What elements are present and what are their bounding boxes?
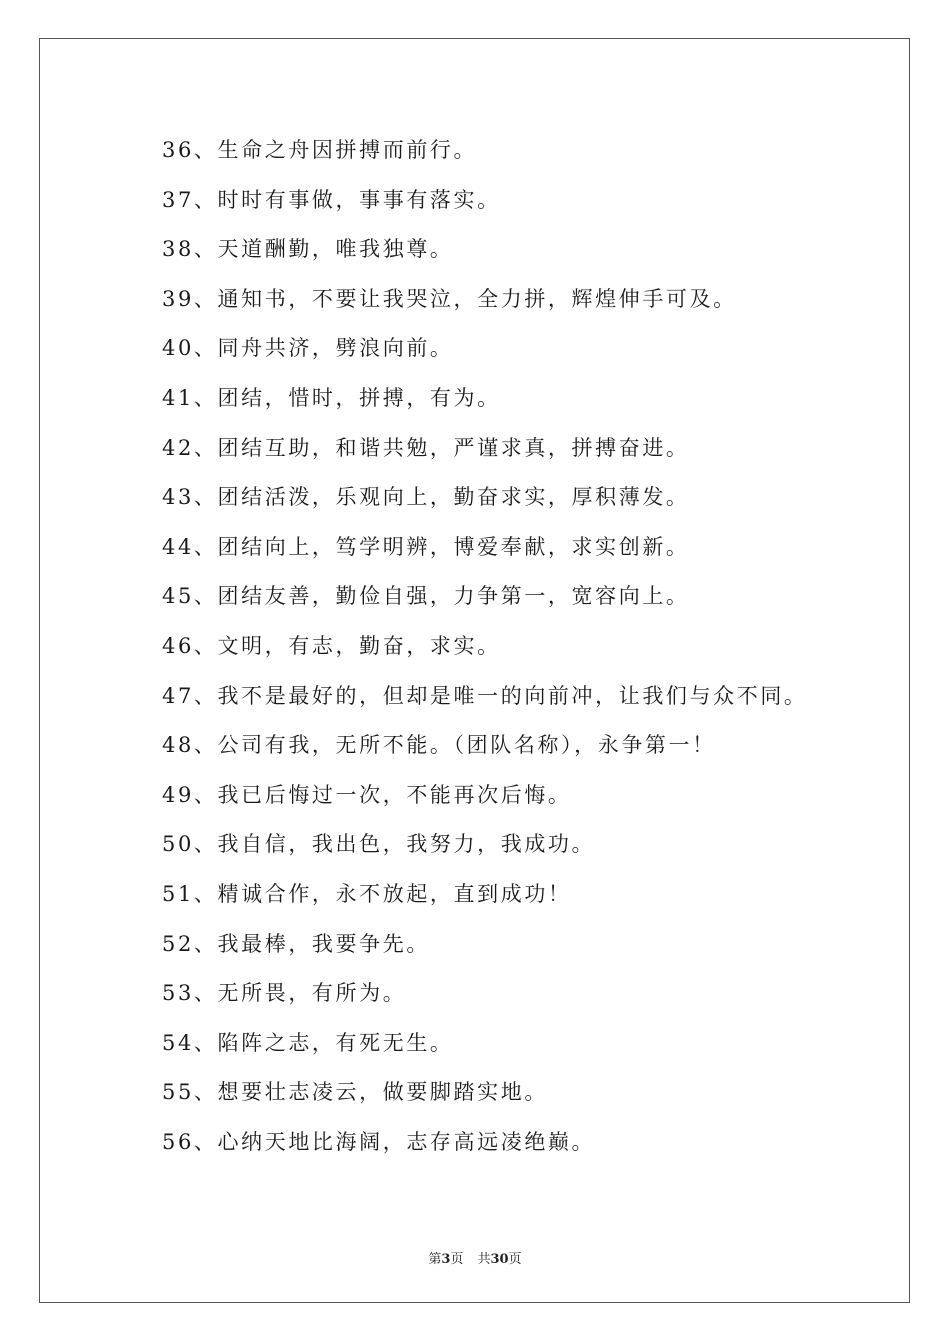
list-item: 50、我自信，我出色，我努力，我成功。: [162, 832, 596, 857]
list-item: 49、我已后悔过一次，不能再次后悔。: [162, 782, 572, 807]
page-number: 3: [441, 1252, 451, 1267]
list-item: 45、团结友善，勤俭自强，力争第一，宽容向上。: [162, 584, 690, 609]
list-item: 44、团结向上，笃学明辨，博爱奉献，求实创新。: [162, 534, 690, 559]
total-prefix: 共: [477, 1252, 491, 1267]
list-item: 42、团结互助，和谐共勉，严谨求真，拼搏奋进。: [162, 435, 690, 460]
list-item: 56、心纳天地比海阔，志存高远凌绝巅。: [162, 1129, 596, 1154]
list-item: 47、我不是最好的，但却是唯一的向前冲，让我们与众不同。: [162, 683, 808, 708]
list-item: 53、无所畏，有所为。: [162, 981, 407, 1006]
list-item: 54、陷阵之志，有死无生。: [162, 1030, 454, 1055]
list-item: 40、同舟共济，劈浪向前。: [162, 336, 454, 361]
page-suffix: 页: [450, 1252, 464, 1267]
list-item: 55、想要壮志凌云，做要脚踏实地。: [162, 1080, 548, 1105]
total-suffix: 页: [508, 1252, 522, 1267]
list-item: 36、生命之舟因拼搏而前行。: [162, 138, 478, 162]
list-item: 37、时时有事做，事事有落实。: [162, 187, 501, 212]
page-footer: [0, 1248, 950, 1267]
list-item: 46、文明，有志，勤奋，求实。: [162, 633, 501, 658]
page-prefix: 第: [428, 1252, 442, 1267]
total-pages: 30: [490, 1252, 509, 1267]
list-item: 51、精诚合作，永不放起，直到成功！: [162, 881, 572, 906]
list-item: 41、团结，惜时，拼搏，有为。: [162, 385, 501, 410]
list-item: 48、公司有我，无所不能。（团队名称），永争第一！: [162, 733, 716, 758]
list-item: 52、我最棒，我要争先。: [162, 931, 430, 956]
list-item: 38、天道酬勤，唯我独尊。: [162, 237, 454, 262]
list-item: 43、团结活泼，乐观向上，勤奋求实，厚积薄发。: [162, 485, 690, 510]
document-lines: [162, 134, 808, 1175]
list-item: 39、通知书，不要让我哭泣，全力拼，辉煌伸手可及。: [162, 286, 737, 311]
